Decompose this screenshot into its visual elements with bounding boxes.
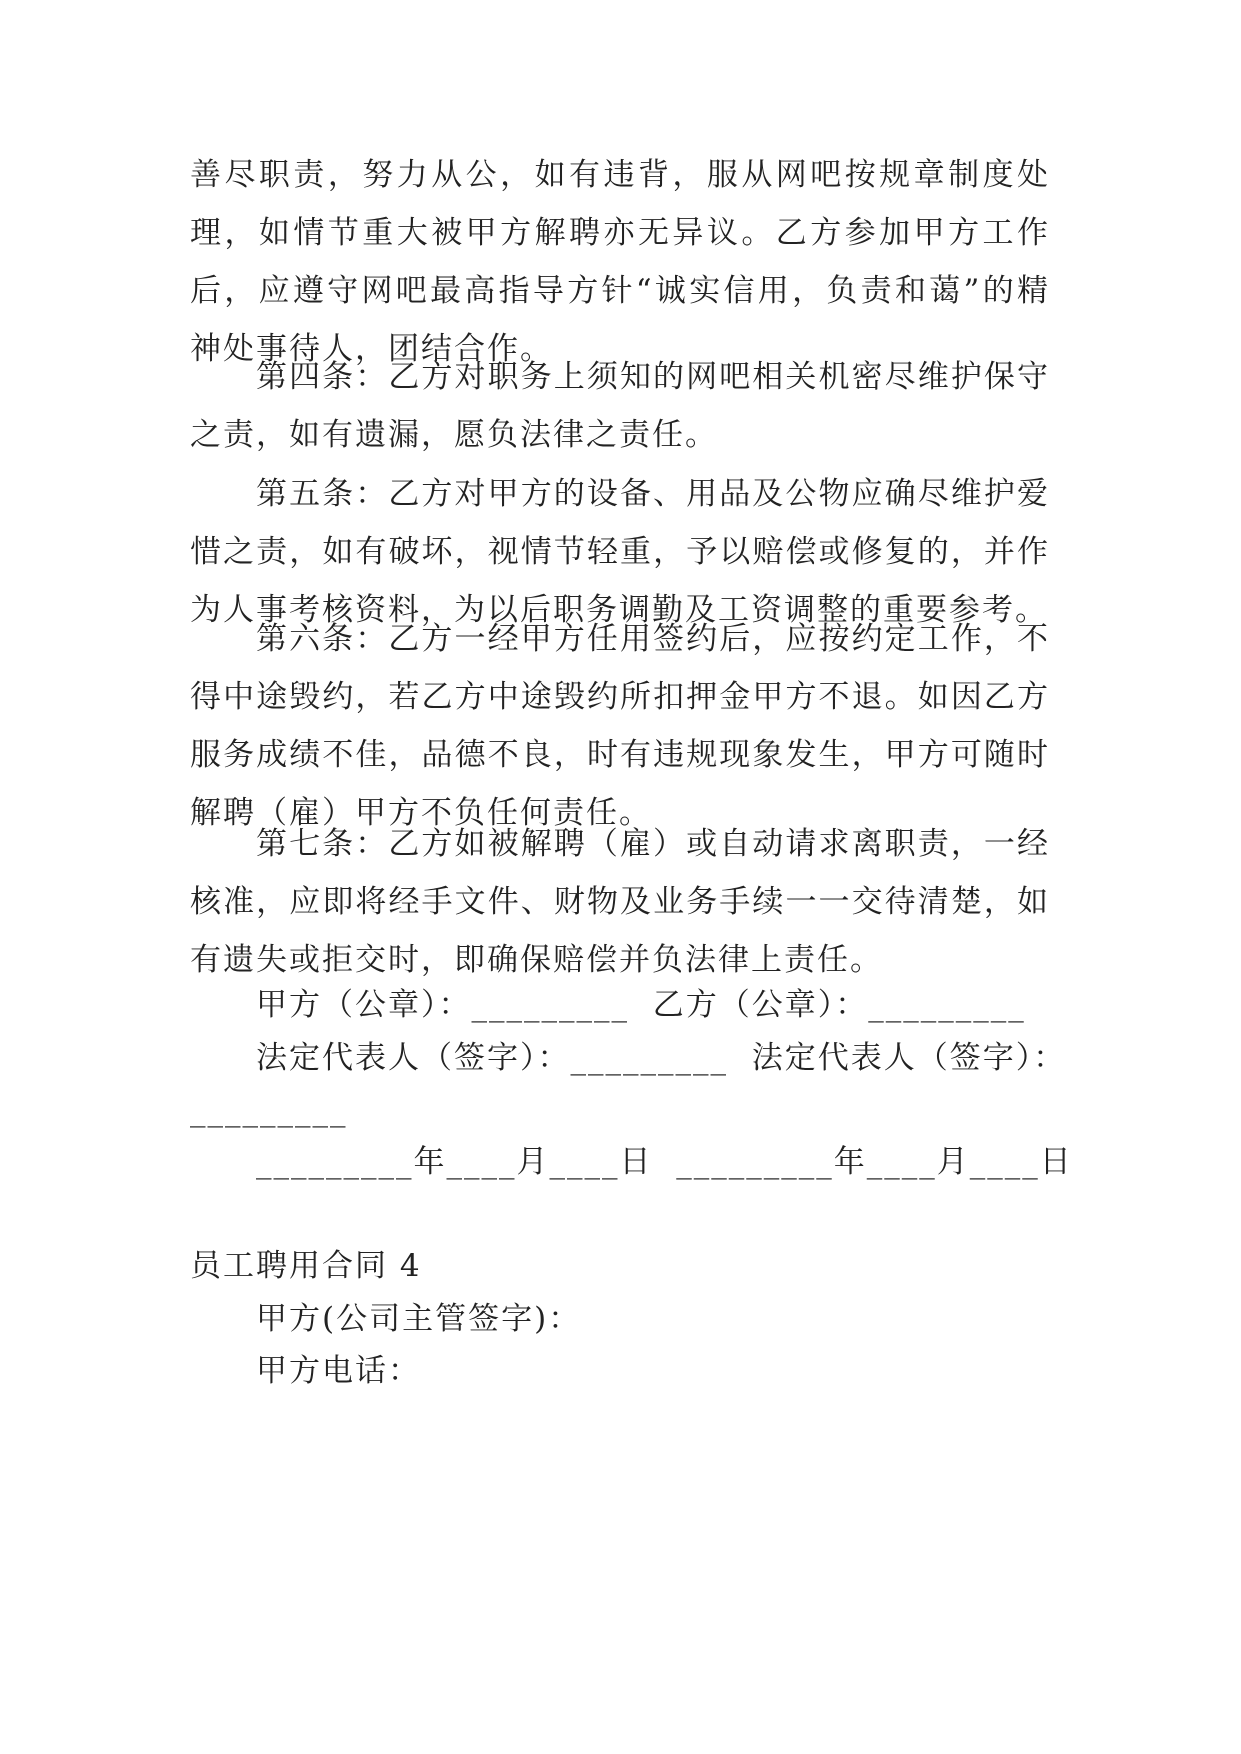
paragraph-article-5: 第五条：乙方对甲方的设备、用品及公物应确尽维护爱惜之责，如有破坏，视情节轻重，予以赔偿或修复的，并作为人事考核资料，为以后职务调勤及工资调整的重要参考。: [190, 476, 1050, 628]
contract-4-title: 员工聘用合同 4: [190, 1248, 422, 1284]
contract-4-party-a: 甲方(公司主管签字)：: [256, 1301, 582, 1337]
paragraph-article-6: 第六条：乙方一经甲方任用签约后，应按约定工作，不得中途毁约，若乙方中途毁约所扣押金甲方不退。如因乙方服务成绩不佳，品德不良，时有违规现象发生，甲方可随时解聘（雇）甲方不负任何责任。: [190, 621, 1050, 831]
contract-4-party-a-phone: 甲方电话：: [256, 1353, 421, 1389]
signature-representative-line: 法定代表人（签字）：_________ 法定代表人（签字）：: [256, 1040, 1067, 1076]
signature-date-line: _________年____月____日 _________年____月____日: [256, 1144, 1073, 1180]
paragraph-article-7: 第七条：乙方如被解聘（雇）或自动请求离职责，一经核准，应即将经手文件、财物及业务手续一一交待清楚，如有遗失或拒交时，即确保赔偿并负法律上责任。: [190, 826, 1050, 978]
paragraph-article-4: 第四条：乙方对职务上须知的网吧相关机密尽维护保守之责，如有遗漏，愿负法律之责任。: [190, 359, 1050, 453]
paragraph-continuation: 善尽职责，努力从公，如有违背，服从网吧按规章制度处理，如情节重大被甲方解聘亦无异议。乙方参加甲方工作后，应遵守网吧最高指导方针“诚实信用，负责和蔼”的精神处事待人，团结合作。: [190, 157, 1050, 367]
signature-representative-blank: _________: [190, 1092, 348, 1128]
signature-seal-line: 甲方（公章）：_________ 乙方（公章）：_________: [256, 987, 1026, 1023]
